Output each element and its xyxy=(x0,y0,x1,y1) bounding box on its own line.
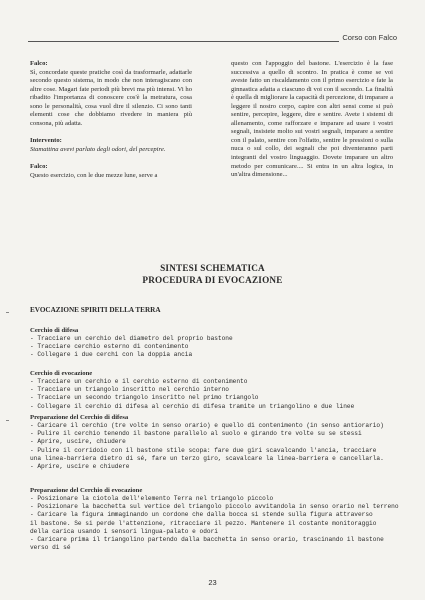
procedure-step: verso di sé xyxy=(30,543,71,551)
margin-mark xyxy=(6,312,9,313)
title-line: SINTESI SCHEMATICA xyxy=(160,263,265,273)
procedure-step: - Collegare il cerchio di difesa al cerchio di difesa tramite un triangolino e due linee xyxy=(30,402,355,410)
procedure-heading: Preparazione del Cerchio di difesa xyxy=(30,414,129,421)
procedure-step: - Aprire, uscire e chiudere xyxy=(30,462,130,470)
procedure-block xyxy=(30,487,400,552)
procedure-step: - Pulire il cerchio tenendo il bastone parallelo al suolo e girando tre volte su se stessi xyxy=(30,430,362,438)
margin-mark xyxy=(6,420,9,421)
paragraph: Questo esercizio, con le due mezze lune, serve a xyxy=(30,172,158,180)
procedure-block xyxy=(30,327,400,360)
procedure-step: - Tracciare un triangolo inscritto nel cerchio interno xyxy=(30,386,229,394)
procedure-step: della carica usando i sensori lingua-palato e odori xyxy=(30,527,218,535)
procedure-heading: Cerchio di evocazione xyxy=(30,370,93,377)
speaker-label: Falco: xyxy=(30,60,48,67)
procedure-step: - Tracciare cerchio esterno di contenimento xyxy=(30,343,189,351)
procedure-step: una linea-barriera dietro di sé, fare un terzo giro, scavalcare la linea-barriera e cancellarla. xyxy=(30,454,384,462)
section-heading: EVOCAZIONE SPIRITI DELLA TERRA xyxy=(30,306,161,314)
procedure-step: - Caricare prima il triangolino partendo dalla bacchetta in senso orario, trascinando il bastone xyxy=(30,535,384,543)
header-rule xyxy=(28,41,375,42)
paragraph: Stamattina avevi parlato degli odori, del percepire. xyxy=(30,145,166,153)
procedure-step: - Aprire, uscire, chiudere xyxy=(30,438,126,446)
procedure-step: - Tracciare un secondo triangolo inscritto nel primo triangolo xyxy=(30,394,259,402)
page-title xyxy=(0,263,425,286)
running-head: Corso con Falco xyxy=(339,33,397,42)
procedure-step: il bastone. Se si perde l'attenzione, ritracciare il pezzo. Mantenere il costante monitoraggio xyxy=(30,519,377,527)
procedure-heading: Cerchio di difesa xyxy=(30,327,79,334)
left-column xyxy=(30,60,192,181)
procedure-step: - Collegare i due cerchi con la doppia ancia xyxy=(30,351,193,359)
procedure-step: - Posizionare la ciotola dell'elemento Terra nel triangolo piccolo xyxy=(30,495,274,503)
procedure-step: - Tracciare un cerchio e il cerchio esterno di contenimento xyxy=(30,378,248,386)
procedure-step: - Tracciare un cerchio del diametro del proprio bastone xyxy=(30,335,233,343)
page-number: 23 xyxy=(208,578,217,587)
title-line: PROCEDURA DI EVOCAZIONE xyxy=(142,274,283,285)
procedure-step: - Pulire il corridoio con il bastone stile scopa: fare due giri scavalcando l'ancia, tracciare xyxy=(30,446,377,454)
procedure-block xyxy=(30,414,400,471)
procedure-heading: Preparazione del Cerchio di evocazione xyxy=(30,487,143,494)
right-column xyxy=(231,60,393,180)
procedure-block xyxy=(30,370,400,411)
procedure-step: - Caricare il cerchio (tre volte in senso orario) e quello di contenimento (in senso antiorario) xyxy=(30,422,384,430)
paragraph: Sì, concordate queste pratiche così da trasformarle, adattarle secondo questo sistema, in modo che non interagiscano con altre cose. Magari fate periodi più brevi ma più intensi. Vi ho ribadito l'importanza di conoscere cos'è la metratura, cosa sono le personalità, cosa vuol dire il silenzio. Ci sono tanti elementi cose che dobbiamo rivedere in maniera più consona, più adatta. xyxy=(30,68,192,127)
paragraph: questo con l'appoggio del bastone. L'esercizio è la fase successiva a quello di scontro. In pratica è come se voi aveste fatto un riscaldamento con il primo esercizio e fate la ginnastica adatta a ciascuno di voi con il secondo. La finalità è quella di migliorare la capacità di percezione, di imparare a leggere il nostro corpo, capire con altri sensi come si può sentire, percepire, leggere, dire e sentire. Avete i sistemi di allenamento, come rafforzare e imparare ad usare i vostri segnali, insistete molto sui vostri segnali, imparare a sentire con il palato, sentire con l'olfatto, sentire le pressioni o sulla nuca o sul collo, dei segnali che poi diventeranno parti integranti del vostro linguaggio. Dovete imparare un altro metodo per comunicare.... Si entra in un altra logica, in un'altra dimensione... xyxy=(231,60,393,179)
procedure-step: - Caricare la figura immaginando un cordone che dalla bocca si stende sulla figura attraverso xyxy=(30,511,373,519)
procedure-step: - Posizionare la bacchetta sul vertice del triangolo piccolo avvitandola in senso orario nel terreno xyxy=(30,503,399,511)
speaker-label: Intervento: xyxy=(30,137,62,145)
speaker-label: Falco: xyxy=(30,163,48,171)
